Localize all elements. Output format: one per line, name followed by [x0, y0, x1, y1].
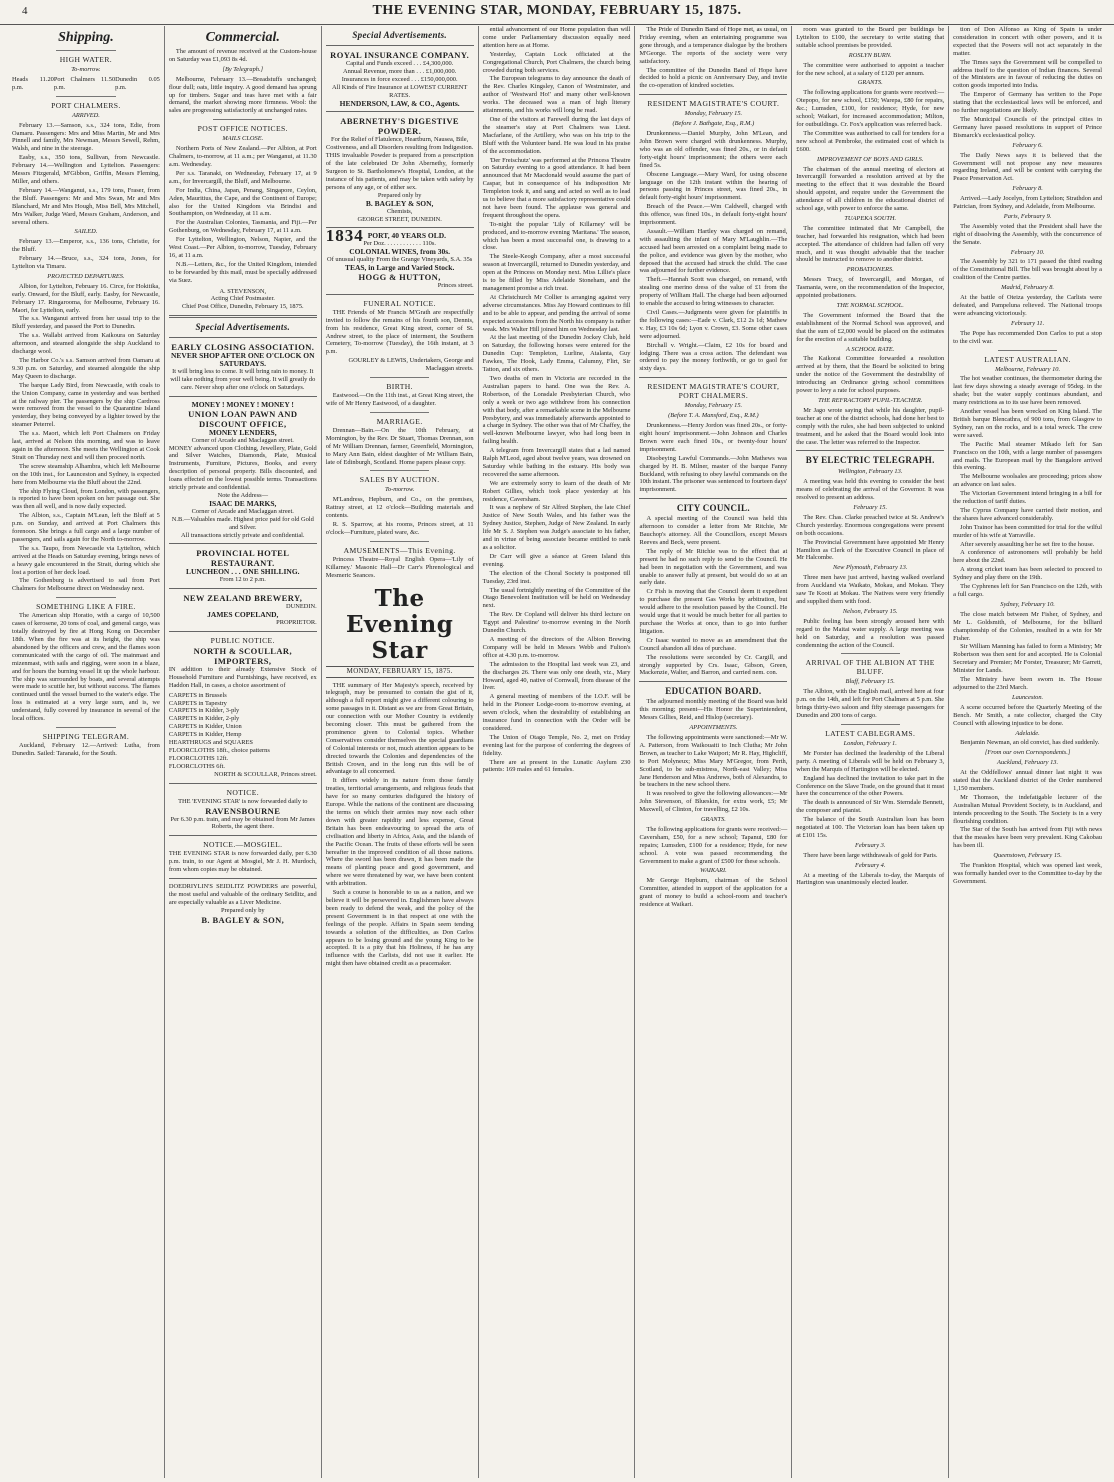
- subsection-heading: WAIKARI.: [700, 867, 727, 875]
- advert-heading: HOGG & HUTTON,: [358, 271, 441, 282]
- list-item: CARPETS in Kidder, Hemp: [168, 731, 242, 739]
- advert-heading: ROYAL INSURANCE COMPANY.: [330, 50, 470, 60]
- article-paragraph: Drunkenness.—Daniel Murphy, John M'Lean, and John Brown were charged with drunkenness. Murphy, who was an old offender, was fined 20s., or in default forty-eight hours' imprisonment; the others were each fined 5s.: [639, 130, 788, 169]
- tide-table: [12, 76, 160, 92]
- article-paragraph: THE summary of Her Majesty's speech, received by telegraph, may be presumed to contain the gist of it, although a full report might give a different colouring to some passages in it. Distant as we are from Great Britain, our connection with our Mother Country is evidently becoming closer. This must be gathered from the prominence given to Colonial topics. Whether Conservatives consider themselves the special guardians of Colonial interests or not, much attention appears to be directed towards the Colonies and dependencies of the British Crown, and in the long run this will be of advantage to all concerned.: [325, 681, 474, 776]
- article-paragraph: The Times says the Government will be compelled to address itself to the question of Indian finances. Several of the Ministers are in favour of reducing the duties on cotton goods imported into India.: [953, 58, 1103, 90]
- advert-seidlitz: [169, 883, 317, 925]
- list-item: CARPETS in Brussels: [168, 691, 227, 699]
- article-paragraph: John Trainor has been committed for trial for the wilful murder of his wife at Yarraville.: [953, 523, 1103, 539]
- article-headline: FUNERAL NOTICE.: [363, 298, 436, 308]
- article-headline: RESIDENT MAGISTRATE'S COURT, PORT CHALMERS.: [647, 382, 780, 401]
- article-paragraph: Drennan—Bain.—On the 10th February, at Mornington, by the Rev. Dr Stuart, Thomas Drennan, son of Mr William Drennan, farmer, Greenfield, Mornington, to Mary Ann Bain, eldest daughter of Mr William Bain, late of Edinburgh, Scotland. Home papers please copy.: [325, 426, 474, 466]
- article-dateline: February 11.: [1010, 319, 1045, 327]
- advert-text: Corner of Arcade and Maclaggan street.: [191, 436, 294, 444]
- advert-text: Corner of Arcade and Maclaggan street.: [191, 507, 294, 515]
- article-paragraph: Mr George Hepburn, chairman of the School Committee, attended in support of the application for a grant of money to build a school-room and teacher's residence at Waikari.: [639, 877, 788, 909]
- article-paragraph: Cr Isaac wanted to move as an amendment that the Council abandon all idea of purchase.: [639, 636, 788, 652]
- advert-text: COLONIAL WINES, from 30s.: [349, 247, 451, 257]
- article-headline: LATEST AUSTRALIAN.: [984, 354, 1071, 364]
- column-latest-australian: [949, 26, 1106, 1478]
- article-paragraph: Albion, for Lyttelton, February 16. Circe, for Hokitika, early. Onward, for the Bluff, early. Easby, for Newcastle, February 17. Ringarooma, for Melbourne, February 16. Maori, for Lyttelton, early.: [12, 282, 160, 314]
- article-paragraph: Assault.—William Hartley was charged on remand, with assaulting the infant of Mary M'Laughlin.—The accused had been arrested on a complaint being made to the police, and evidence was given by the mother, who deposed that the accused had struck the child. The case was adjourned for further evidence.: [639, 227, 788, 275]
- article-dateline: Paris, February 9.: [1003, 212, 1052, 220]
- advert-text: Annual Revenue, more than . . . £1,000,000.: [343, 67, 457, 75]
- subsection-heading: GRANTS.: [700, 816, 726, 824]
- article-paragraph: Theft.—Hannah Scott was charged, on remand, with stealing one merino dress of the value of £1 from the property of William Hall. The charge had been adjourned to enable the accused to bring witnesses to character.: [639, 276, 788, 308]
- article-paragraph: GOURLEY & LEWIS, Undertakers, George and Maclaggan streets.: [348, 357, 474, 373]
- tide-subtitle: To-morrow.: [71, 66, 101, 73]
- advert-text: DOEDRIYLIN'S SEIDLITZ POWDERS are powerful, the most useful and valuable of the ordinary Seidlitz, and are especially valuable as a Liver Medicine.: [168, 883, 317, 906]
- article-paragraph: Obscene Language.—Mary Ward, for using obscene language on the 12th instant within the hearing of persons passing in Princes street, was fined 20s., in default forty-eight hours' imprisonment.: [639, 170, 788, 202]
- list-item: CARPETS in Tapestry: [168, 699, 227, 707]
- article-paragraph: Birchall v. Wright.—Claim, £2 10s for board and lodging. There was a cross action. The defendant was ordered to pay the money forthwith, or go to gaol for sixty days.: [639, 341, 788, 373]
- advert-text: Chemists,: [386, 207, 413, 215]
- column-telegraph: [792, 26, 949, 1478]
- advert-evening-star-mosgiel: [169, 840, 317, 874]
- subsection-heading: ROSLYN BURN.: [848, 51, 892, 59]
- article-dateline: Launceston.: [1012, 693, 1044, 701]
- article-paragraph: A scene occurred before the Quarterly Meeting of the Bench. Mr Smith, a rate collector, charged the City Council with allowing injustice to be done.: [953, 703, 1103, 727]
- advert-heading: MONEY ! MONEY ! MONEY !: [191, 399, 294, 409]
- advert-text: Prepared only by: [377, 191, 422, 199]
- article-paragraph: Another vessel has been wrecked on King Island. The British barque Blencathra, of 900 tons, from Glasgow to Sydney, ran on the rocks, and is a total wreck. The crew were saved.: [953, 408, 1103, 439]
- notice-date: Chief Post Office, Dunedin, February 15, 1875.: [181, 303, 304, 311]
- editorial-banner: The Evening Star: [346, 584, 454, 664]
- advert-text: All Kinds of Fire Insurance at LOWEST CURRENT RATES.: [331, 83, 468, 99]
- column-commercial: [165, 26, 322, 1478]
- article-paragraph: The Ministry have been sworn in. The House adjourned to the 23rd March.: [953, 676, 1103, 691]
- article-dateline: February 4.: [854, 861, 886, 869]
- subsection-heading: IMPROVEMENT OF BOYS AND GIRLS.: [817, 155, 924, 163]
- article-paragraph: For the Australian Colonies, Tasmania, and Fiji.—Per Gothenburg, on Wednesday, February 17, at 11 a.m.: [168, 219, 317, 235]
- article-paragraph: Dr Carr will give a séance at Green Island this evening.: [482, 552, 631, 568]
- article-paragraph: The committee intimated that Mr Campbell, the teacher, had forwarded his resignation, which had been accepted. The attendance of children had fallen off very much, and it was thought advisable that the teacher should be instructed to remove to another district.: [796, 224, 945, 264]
- article-paragraph: The Municipal Councils of the principal cities in Germany have passed resolutions in support of Prince Bismarck's ecclesiastical policy.: [953, 115, 1103, 139]
- advert-heading: UNION LOAN PAWN AND DISCOUNT OFFICE,: [188, 408, 298, 429]
- advert-early-closing: [169, 342, 317, 392]
- article-paragraph: One of the visitors at Farewell during the last days of the steamer's stay at Port Chalmers was Lieut. Macfarlane, of the Artillery, who was on his trip to the Bluff with the Volunteer band. He was loud in his praise of the accommodation.: [482, 115, 631, 155]
- subsection-heading: TUAPEKA SOUTH.: [844, 214, 897, 222]
- article-dateline: February 3.: [854, 841, 886, 849]
- article-headline: CITY COUNCIL.: [676, 503, 750, 514]
- article-paragraph: The following applications for grants were received:—Caversham, £50, for a new school; Tapanui, £80 for repairs; Lumsden, £100 for a residence; Hyde, for new school. A vote was passed recommending the Government to make a grant of £500 for these schools.: [639, 825, 788, 865]
- article-paragraph: At Christchurch Mr Collier is arranging against very adverse circumstances. Miss Jay Howard continues to fill and to be able to appear, and pending the arrival of some expected accessions from the North his company is rather weak. Mrs Walter Hill joined him on Wednesday last.: [482, 293, 631, 333]
- article-dateline: Bluff, February 15.: [845, 678, 895, 686]
- article-paragraph: Cr Fish is moving that the Council deem it expedient to purchase the present Gas Works by arbitration, but would adhere to the resolution passed by the Council. He would urge that it would be much better for all parties to purchase the Works at once, than to go into further litigation.: [639, 588, 788, 635]
- article-paragraph: Princess Theatre—Royal English Opera—'Lily of Killarney.' Masonic Hall—Dr Carr's Phrenological and Mesmeric Seances.: [325, 555, 474, 579]
- article-paragraph: It was a nephew of Sir Alfred Stephen, the late Chief Justice of New South Wales, and his father was the Sydney Justice, Stephen, Judge of New Zealand. In early life Mr S. J. Stephen was Judge's associate to his father, and in virtue of being associate became entitled to rank as a solicitor.: [482, 504, 631, 551]
- article-paragraph: For India, China, Japan, Penang, Singapore, Ceylon, Aden, Mauritius, the Cape, and the Continent of Europe; also for the United Kingdom via Brindisi and Southampton, on Wednesday, at 11 a.m.: [168, 186, 317, 218]
- advert-text: JAMES COPELAND,: [207, 610, 279, 620]
- article-paragraph: The usual fortnightly meeting of the Committee of the Otago Benevolent Institution will be held on Wednesday next.: [482, 586, 631, 610]
- article-paragraph: Disobeying Lawful Commands.—John Mathews was charged by H. B. Milner, master of the barque Fanny Buckland, with refusing to obey lawful commands on the 10th instant. The prisoner was sentenced to fourteen days' imprisonment.: [639, 454, 788, 494]
- article-paragraph: The screw steamship Alhambra, which left Melbourne on the 10th inst., for Launceston and Sydney, is expected here from Melbourne via the Bluff about the 22nd.: [12, 462, 160, 486]
- article-dateline: Queenstown, February 15.: [993, 852, 1062, 860]
- article-dateline: Auckland, February 13.: [997, 759, 1059, 767]
- tide-port: Port Chalmers 11.50 p.m.: [53, 75, 116, 91]
- article-paragraph: Mr Jago wrote saying that while his daughter, pupil-teacher at one of the district schools, had done her best to comply with the rules, she had been subjected to unkind treatment, and he asked that the Board would look into the case. The letter was referred to the Inspector.: [796, 406, 945, 446]
- article-paragraph: M'Landress, Hepburn, and Co., on the premises, Rattray street, at 12 o'clock—Building materials and contents.: [325, 496, 474, 520]
- article-paragraph: The Victorian Government intend bringing in a bill for the reduction of tariff duties.: [953, 490, 1103, 506]
- article-dateline: Adelaide.: [1015, 729, 1040, 737]
- article-paragraph: ential advancement of our Home population than will come under Parliamentary discussion equally need attention here as at Home.: [482, 26, 631, 49]
- article-paragraph: A strong cricket team has been selected to proceed to Sydney and play there on the 19th.: [953, 566, 1103, 582]
- subsection-heading: PROJECTED DEPARTURES.: [47, 272, 125, 280]
- advert-text: Note the Address—: [217, 491, 268, 499]
- editorial-date: MONDAY, FEBRUARY 15, 1875.: [326, 666, 474, 678]
- article-paragraph: At the battle of Oteiza yesterday, the Carlists were defeated, and Pampeluna relieved. The National troops were advancing victoriously.: [953, 294, 1103, 317]
- article-paragraph: 'Der Freischutz' was performed at the Princess Theatre on Saturday evening to a good attendance. It had been announced that Mr Macdonald would assume the part of Caspar, but in consequence of his indisposition Mr Templeton took it, and sang and acted so well as to lead us to believe that a more satisfactory representative could not have been found. The applause was general and frequent throughout the opera.: [482, 156, 631, 219]
- advert-text: NORTH & SCOULLAR, Princes street.: [214, 770, 317, 778]
- advert-text: Per 6.30 p.m. train, and may be obtained from Mr James Roberts, the agent there.: [170, 815, 316, 831]
- correspondents-note: [From our own Correspondents.]: [984, 749, 1071, 757]
- article-paragraph: The Union of Otago Temple, No. 2, met on Friday evening last for the purpose of conferring the degrees of fidelity.: [482, 733, 631, 757]
- article-paragraph: Arrived.—Lady Jocelyn, from Lyttelton; Strathdon and Patrician, from Sydney, and Adelaide, from Melbourne.: [953, 195, 1103, 211]
- list-item: FLOORCLOTHS 6ft.: [168, 762, 225, 770]
- page-number: 4: [22, 5, 28, 17]
- advert-text: B. BAGLEY & SON,: [365, 198, 434, 208]
- advert-union-loan: [169, 401, 317, 540]
- advert-text: For the Relief of Flatulence, Heartburn, Nausea, Bile, Costiveness, and all Disorders resulting from Indigestion.: [325, 136, 474, 152]
- advert-text: N.B.—Valuables made. Highest price paid for old Gold and Silver.: [171, 515, 314, 531]
- article-paragraph: February 13.—Samson, s.s., 324 tons, Edie, from Oamaru. Passengers: Mrs and Miss Martin, Mr and Mrs Pinnell and family, Mrs Newman, Messrs Sewell, Rehm, Walsh, and nine in the steerage.: [12, 121, 160, 153]
- advert-text: Insurances in force exceed . . . £150,000,000.: [341, 75, 458, 83]
- article-paragraph: The Gothenburg is advertised to sail from Port Chalmers for Melbourne direct on Wednesday next.: [12, 577, 160, 593]
- advert-evening-star-ravensbourne: [169, 788, 317, 832]
- subsection-heading: PROBATIONERS.: [846, 266, 894, 274]
- article-paragraph: The s.s. Wallabi arrived from Kaikoura on Saturday afternoon, and steamed alongside the ship Auckland to discharge wool.: [12, 332, 160, 356]
- article-paragraph: Benjamin Newman, an old convict, has died suddenly.: [960, 739, 1100, 747]
- article-paragraph: The American ship Horatio, with a cargo of 10,500 cases of kerosene, 20 tons of coal, and general cargo, was totally destroyed by fire at Hong Kong on December 18th. When the fire was at its height, the ship was abandoned by the officers and crew, and the flames soon communicated with the cargo of oil. The mainmast and mizenmast, with sails and rigging, were soon in a blaze, and for hours the burning vessel lit up the whole harbour. The ship was surrounded by boats, and several attempts were made to scuttle her, but without success. The flames continued until the vessel burned to the water's edge. The loss is estimated at a very large sum, and is, we understand, fully covered by insurance in several of the local offices.: [12, 612, 160, 723]
- article-paragraph: Civil Cases.—Judgments were given for plaintiffs in the following cases:—Eade v. Clark, £12 2s 1d; Mathew v. Hay, £3 10s 6d; Lyon v. Crown, £3. Some other cases were adjourned.: [639, 309, 788, 340]
- article-paragraph: Melbourne, February 13.—Breadstuffs unchanged; flour dull; oats, little inquiry. A good demand has sprung up for timbers. Sugar and teas have met with a fair demand, the market showing more firmness. Wool: the sales are progressing satisfactorily at unchanged rates.: [168, 75, 317, 115]
- advert-text: GEORGE STREET, DUNEDIN.: [357, 215, 442, 223]
- advert-text: MONEY LENDERS,: [208, 427, 277, 437]
- advert-text: DUNEDIN.: [286, 603, 317, 611]
- advert-heading: B. BAGLEY & SON,: [201, 914, 285, 925]
- signature: A. STEVENSON,: [219, 287, 267, 295]
- article-paragraph: Sir William Manning has failed to form a Ministry; Mr Robertson was then sent for and accepted. He is Colonial Secretary and Premier; Mr Forster, Treasurer; Mr Garrett, Minister for Lands.: [953, 643, 1103, 675]
- article-paragraph: The admission to the Hospital last week was 23, and the discharges 26. There was only one death, viz., Mary Howard, aged 40, native of Cornwall, from disease of the liver.: [482, 660, 631, 692]
- advert-heading: EARLY CLOSING ASSOCIATION.: [171, 342, 315, 353]
- article-paragraph: For Lyttelton, Wellington, Nelson, Napier, and the West Coast.—Per Albion, to-morrow, Tuesday, February 16, at 11 a.m.: [168, 236, 317, 259]
- article-paragraph: It was resolved to give the following allowances:—Mr John Stevenson, of Blueskin, for extra work, £5; Mr Maxwell, of Clinton, for travelling, £2 10s.: [639, 790, 788, 814]
- advert-text: IN addition to their already Extensive Stock of Household Furniture and Furnishings, have received, ex Haddon Hall, in cases, a choice assortment of: [168, 665, 317, 689]
- article-headline: RESIDENT MAGISTRATE'S COURT.: [647, 99, 780, 109]
- article-headline: BIRTH.: [386, 382, 413, 392]
- advert-heading: RAVENSBOURNE: [205, 805, 281, 816]
- article-paragraph: R. S. Sparrow, at his rooms, Princes street, at 11 o'clock—Furniture, plated ware, &c.: [325, 521, 474, 536]
- article-paragraph: Yesterday, Captain Lock officiated at the Congregational Church, Port Chalmers, the church being crowded during both services.: [482, 50, 631, 74]
- advert-hogg-hutton: [325, 226, 474, 289]
- article-byline: (Before T. A. Mansford, Esq., R.M.): [668, 412, 759, 420]
- list-item: FLOORCLOTHS 18ft., choice patterns: [168, 747, 270, 754]
- article-dateline: February 10.: [1010, 248, 1045, 256]
- article-paragraph: February 14.—Wanganui, s.s., 179 tons, Fraser, from the Bluff. Passengers: Mr and Mrs Swan, Mr and Mrs Blanchard, Mr and Mrs Hough, Miss Bell, Mrs Mitchell, Mrs Walker, Judge Ward, Messrs Graham, Anderson, and several others.: [12, 186, 160, 226]
- article-paragraph: A special meeting of the Council was held this afternoon to consider a letter from Mr Ritchie, Mr Bauchop's attorney. All the Councillors, except Messrs Reeves and Beck, were present.: [639, 515, 788, 546]
- article-headline: BY ELECTRIC TELEGRAPH.: [805, 455, 935, 466]
- article-paragraph: The s.s. Wanganui arrived from her usual trip to the Bluff yesterday, and passed the Port to Dunedin.: [12, 315, 160, 331]
- subsection-heading: SAILED.: [74, 228, 98, 236]
- section-title: Special Advertisements.: [352, 30, 447, 40]
- advert-text: THIS invaluable Powder is prepared from a prescription of the late celebrated Dr John Abernethy, formerly Surgeon to St. Bartholomew's Hospital, London, at the instance of his patients, and may be taken with safety by persons of any age, or of either sex.: [325, 152, 474, 191]
- article-headline: SHIPPING TELEGRAM.: [42, 731, 130, 741]
- article-paragraph: The committee were authorised to appoint a teacher for the new school, at a salary of £120 per annum.: [796, 61, 945, 77]
- article-headline: SALES BY AUCTION.: [359, 475, 440, 485]
- article-paragraph: At the Oddfellows' annual dinner last night it was stated that the Auckland district of the Order numbered 1,150 members.: [953, 769, 1103, 792]
- article-paragraph: The Pride of Dunedin Band of Hope met, as usual, on Friday evening, when an entertaining programme was gone through, and a temperance dialogue by the brothers M'George. The reports of the society were very satisfactory.: [639, 26, 788, 65]
- advert-text: Prepared only by: [220, 906, 265, 914]
- article-dateline: February 15.: [853, 504, 888, 512]
- article-paragraph: There have been large withdrawals of gold for Paris.: [803, 851, 938, 859]
- article-paragraph: Messrs Tracy, of Invercargill, and Morgan, of Tasmania, were, on the recommendation of the Inspector, appointed probationers.: [796, 276, 945, 300]
- article-headline: ARRIVAL OF THE ALBION AT THE BLUFF.: [805, 658, 935, 677]
- advert-abernethy: [326, 116, 474, 223]
- advert-text: All transactions strictly private and confidential.: [181, 531, 305, 539]
- advert-text: ISAAC DE MARKS,: [209, 498, 277, 508]
- article-paragraph: A telegram from Invercargill states that a lad named Ralph M'Leod, aged about twelve years, was drowned on Saturday while bathing in the estuary. His body was recovered the same afternoon.: [482, 447, 631, 478]
- subsection-heading: MAILS CLOSE.: [222, 135, 264, 143]
- article-paragraph: The following applications for grants were received:—Otepopo, for new school, £150; Warepa, £80 for repairs, &c.; Lumsden, £100, for residence; Hyde, for new school; Waikari, for increased accommodation; Milton, for outbuildings. Cr. Fox's application was referred back.: [796, 89, 945, 128]
- article-paragraph: The adjourned monthly meeting of the Board was held this morning; present—His Honor the Superintendent, Messrs Gillies, Reid, and Hislop (secretary).: [639, 698, 788, 722]
- tide-heads: Heads 11.20 p.m.: [12, 75, 54, 91]
- article-paragraph: The barque Lady Bird, from Newcastle, with coals to the Union Company, came in yesterday and was berthed at the railway pier. The passengers by the ship Cardross were removed from the vessel to the Quarantine Island yesterday, they being conveyed by a lighter towed by the steamer Peterrel.: [12, 381, 160, 429]
- article-paragraph: The Albion, with the English mail, arrived here at four p.m. on the 14th, and left for Port Chalmers at 5 p.m. She brings thirty-two saloon and fifty steerage passengers for Dunedin and 200 tons of cargo.: [796, 688, 945, 720]
- article-paragraph: Auckland, February 12.—Arrived: Lutha, from Dunedin. Sailed: Taranaki, for the South.: [12, 741, 160, 757]
- article-paragraph: Public feeling has been strongly aroused here with regard to the Maitai water supply. A large meeting was held on Saturday, and a resolution was passed condemning the action of the Council.: [796, 617, 945, 649]
- article-paragraph: The Assembly by 321 to 171 passed the third reading of the Constitutional Bill. The bill was brought about by a coalition of the Centre parties.: [953, 258, 1103, 282]
- article-paragraph: THE Friends of Mr Francis M'Grath are respectfully invited to follow the remains of his fourth son, Dennis, from his residence, Great King street, corner of St. Andrew street, to the place of interment, the Southern Cemetery, To-morrow (Tuesday), the 16th instant, at 3 p.m.: [325, 308, 474, 356]
- article-paragraph: A meeting of the directors of the Albion Brewing Company will be held in Messrs Webb and Fulton's office at 4.30 p.m. to-morrow.: [482, 635, 631, 659]
- column-local-news: [479, 26, 636, 1478]
- advert-text: Princes street.: [437, 281, 474, 289]
- page-columns: [8, 26, 1106, 1478]
- subsection-heading: THE REFRACTORY PUPIL-TEACHER.: [818, 396, 923, 404]
- list-item: FLOORCLOTHS 12ft.: [168, 754, 229, 762]
- advert-text: Capital and Funds exceed . . . £4,300,000.: [345, 60, 454, 67]
- advert-heading: NEW ZEALAND BREWERY,: [183, 593, 303, 604]
- list-item: CARPETS in Kidder, 3-ply: [168, 707, 240, 715]
- article-dateline: Monday, February 15.: [684, 402, 743, 410]
- article-paragraph: Drunkenness.—Henry Jordon was fined 20s., or forty-eight hours' imprisonment.—John Johnson and Charles Brown were each fined 10s., or twenty-four hours' imprisonment.: [639, 422, 788, 453]
- advert-text: HENDERSON, LAW, & CO., Agents.: [339, 98, 460, 108]
- section-title: Shipping.: [58, 30, 114, 45]
- article-paragraph: The Daily News says it is believed that the Government will not propose any new measures regarding Ireland, and will be content with carrying the Peace Preservation Act.: [953, 151, 1103, 183]
- tide-dunedin: Dunedin 0.05 p.m.: [115, 75, 160, 91]
- advert-text: Of unusual quality From the Grange Vineyards, S.A. 35s: [327, 256, 473, 264]
- subsection-heading: A SCHOOL RATE.: [846, 345, 895, 353]
- article-paragraph: The Star of the South has arrived from Fiji with news that the measles have been very prevalent. King Cakobau has been ill.: [953, 826, 1103, 850]
- article-paragraph: Three men have just arrived, having walked overland from Auckland via Waikato, Mokau, and Mokau. They saw Te Kooti at Mokau. The Natives were very friendly and supplied them with food.: [796, 574, 945, 605]
- advert-year: 1834: [325, 226, 364, 246]
- article-dateline: Melbourne, February 10.: [995, 365, 1061, 373]
- article-paragraph: At the last meeting of the Dunedin Jockey Club, held on Saturday, the following horses were entered for the Dunedin Cup: Templeton, Lurline, Atalanta, Guy Fawkes, The Hook, Lady Emma, Calumny, Flirt, Sir Tatton, and six others.: [482, 334, 631, 374]
- article-dateline: London, February 1.: [843, 739, 897, 747]
- article-paragraph: The Frankton Hospital, which was opened last week, was formally handed over to the Committee to-day by the Government.: [953, 862, 1103, 885]
- advert-text: It will bring less to come. It will bring rain to money. It will take nothing from your well being. It will greatly do care. Never shop after one o'clock on Saturdays.: [170, 368, 316, 391]
- article-paragraph: N.B.—Letters, &c., for the United Kingdom, intended to be forwarded by this mail, must be specially addressed via Suez.: [168, 260, 317, 284]
- article-headline: LATEST CABLEGRAMS.: [825, 728, 916, 738]
- subsection-heading: PORT CHALMERS.: [51, 100, 121, 110]
- article-paragraph: tion of Don Alfonso as King of Spain is under consideration in concert with other powers, and it is expected that the Powers will not act separately in the matter.: [953, 26, 1103, 57]
- article-paragraph: After severely assaulting her he set fire to the house.: [960, 540, 1095, 548]
- article-paragraph: Such a course is honorable to us as a nation, and we believe it will be persevered in. Englishmen have always been ready to defend the weak, and the policy of the present Government is in that respect at one with the feelings of the people. Affairs in Spain seem tending towards a solution of the difficulties, as Don Carlos appears to be losing ground and the young King to be accepted. It is a pity that his Holiness, if he has any influence with the Carlists, did not use it earlier. He might then have obtained credit as a peacemaker.: [325, 889, 474, 968]
- article-paragraph: The Provincial Government have appointed Mr Henry Hamilton as Clerk of the Executive Council in place of Mr Halcombe.: [796, 538, 945, 562]
- article-paragraph: room was granted to the Board per buildings be Lyttelton to £100, the secretary to write stating that suitable school premises be provided.: [796, 26, 945, 49]
- product-list: [169, 692, 317, 771]
- article-dateline: February 8.: [1012, 185, 1043, 193]
- article-paragraph: February 13.—Emperor, s.s., 136 tons, Christie, for the Bluff.: [12, 238, 160, 254]
- list-item: CARPETS in Kidder, Union: [168, 723, 242, 731]
- list-item: HEARTHRUGS and SQUARES: [168, 739, 253, 747]
- subsection-heading: To-morrow.: [384, 486, 415, 494]
- article-dateline: Wellington, February 13.: [838, 468, 903, 476]
- section-title: Special Advertisements.: [195, 322, 291, 333]
- article-dateline: Monday, February 15.: [684, 110, 743, 118]
- advert-text: PORT, 40 YEARS OLD.: [367, 231, 447, 241]
- article-byline: (Before J. Bathgate, Esq., R.M.): [672, 120, 755, 128]
- article-paragraph: At a meeting of the Liberals to-day, the Marquis of Hartington was unanimously elected leader.: [796, 871, 945, 887]
- article-paragraph: The election of the Choral Society is postponed till Tuesday, 23rd inst.: [482, 569, 631, 585]
- article-paragraph: A general meeting of members of the I.O.F. will be held in the Pioneer Lodge-room to-morrow evening, at seven o'clock, when the desirability of establishing an insurance fund in connection with the Order will be considered.: [482, 693, 631, 732]
- article-paragraph: A conference of astronomers will probably be held here about the 22nd.: [953, 549, 1103, 565]
- advert-heading: NOTICE.—MOSGIEL.: [203, 840, 283, 850]
- article-paragraph: The Assembly voted that the President shall have the right of dissolving the Assembly, with the concurrence of the Senate.: [953, 222, 1103, 246]
- article-paragraph: Per s.s. Taranaki, on Wednesday, February 17, at 9 a.m., for Invercargill, the Bluff, and Melbourne.: [168, 169, 317, 185]
- article-paragraph: February 14.—Bruce, s.s., 324 tons, Jones, for Lyttelton via Timaru.: [12, 255, 160, 271]
- list-item: CARPETS in Kidder, 2-ply: [168, 715, 240, 723]
- section-title: Commercial.: [205, 30, 280, 45]
- subsection-heading: ARRIVED.: [72, 111, 100, 119]
- telegraph-note: [By Telegraph.]: [222, 65, 264, 73]
- article-paragraph: The Melbourne woolsales are proceeding; prices show an advance on last sales.: [953, 473, 1103, 489]
- article-headline: SOMETHING LIKE A FIRE.: [36, 602, 136, 612]
- article-paragraph: The Emperor of Germany has written to the Pope stating that the ecclesiastical laws will be enforced, and no further negotiations are likely.: [953, 91, 1103, 115]
- article-paragraph: The chairman of the annual meeting of electors at Invercargill forwarded a resolution arrived at by the meeting to the effect that it was desirable the Board should appoint, and require under the Government the attendance of all children in the educational district of school age, with power to enforce the same.: [796, 165, 945, 213]
- article-paragraph: Easby, s.s., 350 tons, Sullivan, from Newcastle. February 14.—Wellington and Lyttelton. Passengers: Messrs Fitzgerald, M'Gibbon, Griffin, Messrs Fleming, Miller, and others.: [12, 154, 160, 185]
- column-shipping: [8, 26, 165, 1478]
- article-paragraph: Two deaths of men in Victoria are recorded in the Australian papers to hand. One was the Rev. A. Robertson, of the Lonsdale Presbyterian Church, who only a week or two ago withdrew from his connection with that body, after a remarkable scene in the Melbourne Presbytery, and was immediately afterwards appointed to a charge in Sydney. The other was that of Mr Chaffey, the well-known Melbourne lawyer, who had long been in failing health.: [482, 374, 631, 446]
- advert-text: THE EVENING STAR is now forwarded daily, per 6.30 p.m. train, to our Agent at Mosgiel, Mr J. H. Murdoch, from whom copies may be obtained.: [168, 850, 317, 874]
- article-paragraph: The s.s. Taupo, from Newcastle via Lyttelton, which arrived at the Heads on Saturday evening, brings news of a heavy gale encountered in the Strait, during which she lost a portion of her deck load.: [12, 544, 160, 576]
- article-paragraph: The Rev. Chas. Clarke preached twice at St. Andrew's Church yesterday. Enormous congregations were present on both occasions.: [796, 513, 945, 537]
- article-paragraph: The Cyprus Company have carried their motion, and the shares have advanced considerably.: [953, 506, 1103, 522]
- signature-title: Acting Chief Postmaster.: [210, 295, 275, 303]
- article-paragraph: The Pope has recommended Don Carlos to put a stop to the civil war.: [953, 329, 1103, 345]
- advert-text: TEAS, in Large and Varied Stock.: [344, 263, 455, 273]
- article-paragraph: The Cyphrenes left for San Francisco on the 12th, with a full cargo.: [953, 583, 1103, 598]
- article-paragraph: The Kaikorai Committee forwarded a resolution arrived at by them, that the Board be solicited to bring under the notice of the Government the desirability of introducing an Ordinance giving school committees power to levy a rate for school purposes.: [796, 355, 945, 395]
- article-paragraph: To-night the popular 'Lily of Killarney' will be produced, and to-morrow evening 'Maritana.' The season, which has been a most successful one, is drawing to a close.: [482, 220, 631, 252]
- article-paragraph: Mr Thomson, the indefatigable lecturer of the Australian Mutual Provident Society, is in Auckland, and intends proceeding to the South. The Society is in a very flourishing condition.: [953, 793, 1103, 825]
- article-paragraph: A meeting was held this evening to consider the best means of celebrating the arrival of the Governor. It was resolved to present an address.: [796, 478, 945, 502]
- advert-heading: NOTICE.: [226, 787, 260, 797]
- article-paragraph: The resolutions were seconded by Cr. Cargill, and strongly supported by Crs. Isaac, Gibson, Green, Mackenzie, Walter, and Barron, and carried nem. con.: [639, 653, 788, 677]
- subsection-heading: APPOINTMENTS.: [689, 724, 738, 732]
- column-adverts-editorial: [322, 26, 479, 1478]
- advert-text: Per Doz. . . . . . . . . . . . 110s.: [363, 240, 436, 248]
- article-paragraph: England has declined the invitation to take part in the Conference on the Slave Trade, on the ground that it must have the concurrence of the other Powers.: [796, 774, 945, 798]
- article-headline: AMUSEMENTS—This Evening.: [343, 545, 456, 555]
- advert-royal-insurance: [326, 50, 474, 107]
- article-paragraph: The Steele-Keogh Company, after a most successful season at Invercargill, returned to Dunedin yesterday, and open at the Princess on Monday next. Miss Lillie's place is to be filled by Miss Adelaide Stoneham, and the management promise a rich treat.: [482, 253, 631, 292]
- advert-text: LUNCHEON . . . ONE SHILLING.: [186, 567, 300, 577]
- article-paragraph: The European telegrams to day announce the death of the Rev. Charles Kingsley, Canon of Westminster, and author of 'Westward Ho!' and many other well-known works. The deceased was a man of high literary attainments, and his works will long be read.: [482, 75, 631, 115]
- article-paragraph: It differs widely in its nature from those family treaties, territorial arrangements, and religious feuds that have for so many centuries disfigured the history of Europe. While the nations of the continent are discussing the terms on which their armies may now each other down with greater rapidity and less expense, Great Britain has been endeavouring to spread the arts of civilisation and liberty in Africa, Asia, and the islands of the Pacific Ocean. The fruits of these efforts will be seen hereafter in the improved condition of all those nations. Where the sword has been drawn, it has been made the means of planting peace and good government, and where we were threatened by war, we have been content with arbitration.: [325, 777, 474, 888]
- article-headline: MARRIAGE.: [376, 416, 423, 426]
- article-paragraph: We are extremely sorry to learn of the death of Mr Robert Gillies, which took place yesterday at his residence, Caversham.: [482, 479, 631, 503]
- article-paragraph: There are at present in the Lunatic Asylum 230 patients: 169 males and 61 females.: [482, 758, 631, 774]
- article-paragraph: The Committee was authorised to call for tenders for a new school at Pembroke, the estimated cost of which is £600.: [796, 129, 945, 153]
- subsection-heading: THE NORMAL SCHOOL.: [836, 302, 904, 309]
- advert-text: THE 'EVENING STAR' is now forwarded daily to: [178, 797, 308, 805]
- article-dateline: Madrid, February 8.: [1001, 284, 1055, 292]
- article-paragraph: The amount of revenue received at the Custom-house on Saturday was £1,093 8s 4d.: [168, 48, 317, 63]
- advert-text: NEVER SHOP AFTER ONE O'CLOCK ON SATURDAYS.: [171, 351, 315, 369]
- article-paragraph: Mr Forster has declined the leadership of the Liberal party. A meeting of Liberals will be held on February 3, when the Marquis of Hartington will be elected.: [796, 749, 945, 773]
- article-paragraph: The Rev. Dr Copland will deliver his third lecture on 'Egypt and Palestine' to-morrow evening in the North Dunedin Church.: [482, 611, 631, 635]
- subsection-heading: GRANTS.: [857, 79, 883, 87]
- advert-north-scoullar: [169, 636, 317, 779]
- advert-heading: NORTH & SCOULLAR, IMPORTERS,: [193, 645, 292, 666]
- article-paragraph: The Harbor Co.'s s.s. Samson arrived from Oamaru at 9.30 p.m. on Saturday, and steamed alongside the ship May Queen to discharge.: [12, 357, 160, 380]
- article-dateline: Nelson, February 15.: [842, 607, 898, 615]
- advert-text: MONEY advanced upon Clothing, Jewellery, Plate, Gold and Silver Watches, Diamonds, Plate, Musical Instruments, Furniture, Pictures, Books, and every description of personal property. Bills discounted, and loans effected on the lowest possible terms. Transactions strictly private and confidential.: [168, 444, 317, 492]
- article-paragraph: The s.s. Maori, which left Port Chalmers on Friday last, arrived at Nelson this morning, and was to leave again in the afternoon. She meets the Wellington at Cook Strait on Thursday next and will then proceed north.: [12, 430, 160, 461]
- subsection-heading: HIGH WATER.: [59, 55, 113, 64]
- article-headline: POST OFFICE NOTICES.: [197, 124, 288, 134]
- advert-nz-brewery: [169, 593, 317, 627]
- newspaper-masthead-title: THE EVENING STAR, MONDAY, FEBRUARY 15, 1875.: [372, 3, 742, 18]
- article-paragraph: The reply of Mr Ritchie was to the effect that at present he had no such reply to send to the Council. He had been in negotiation with the Government, and was unable to answer fully at present, but would do so at an early date.: [639, 547, 788, 587]
- column-courts: [635, 26, 792, 1478]
- article-paragraph: The hot weather continues, the thermometer during the last few days showing a steady average of 95deg. in the shade; but the water supply continues abundant, and many restrictions as to its use have been removed.: [953, 375, 1103, 407]
- article-paragraph: Eastwood.—On the 11th inst., at Great King street, the wife of Mr Henry Eastwood, of a daughter.: [325, 392, 474, 407]
- article-paragraph: Northern Ports of New Zealand.—Per Albion, at Port Chalmers, to-morrow, at 11 a.m.; per Wanganui, at 11.30 a.m. Wednesday.: [168, 145, 317, 168]
- article-paragraph: The Albion, s.s., Captain M'Lean, left the Bluff at 5 p.m. on Sunday, and arrived at Port Chalmers this forenoon. She brings a full cargo and a large number of passengers, and sails again for the North to-morrow.: [12, 512, 160, 543]
- article-paragraph: The balance of the South Australian loan has been negotiated at 100. The Victorian loan has been taken up at £101 15s.: [796, 816, 945, 839]
- advert-text: PROPRIETOR.: [276, 619, 317, 627]
- masthead: [0, 0, 1114, 25]
- article-paragraph: The committee of the Dunedin Band of Hope have decided to hold a picnic on Anniversary Day, and invite the co-operation of kindred societies.: [639, 66, 788, 90]
- article-paragraph: The close match between Mr Fisher, of Sydney, and Mr L. Goldsmith, of Melbourne, for the billiard championship of the Colonies, resulted in a win for Mr Fisher.: [953, 610, 1103, 642]
- article-headline: EDUCATION BOARD.: [665, 686, 762, 697]
- advert-heading: PROVINCIAL HOTEL RESTAURANT.: [196, 548, 290, 569]
- article-paragraph: The following appointments were sanctioned:—Mr W. A. Patterson, from Waikouaiti to Inch Clutha; Mr John Brown, as teacher to Lake Waipori; Mr R. Hay, Highcliff, to Port Molyneux; Miss Mary M'Gregor, from Perth, Scotland, to be sub-mistress, North-east Valley; Miss Jane Henderson and Miss Andrews, both of Alexandra, to be teachers in the new school there.: [639, 733, 788, 789]
- advert-heading: ABERNETHY'S DIGESTIVE POWDER.: [340, 116, 459, 137]
- article-paragraph: The death is announced of Sir Wm. Sterndale Bennett, the composer and pianist.: [796, 799, 945, 815]
- article-paragraph: The ship Flying Cloud, from London, with passengers, is reported to have been spoken on her passage out. She was then all well, and is now daily expected.: [12, 487, 160, 511]
- article-dateline: February 6.: [1012, 141, 1043, 149]
- advert-provincial-hotel: [169, 548, 317, 584]
- article-dateline: Sydney, February 10.: [1000, 600, 1055, 608]
- article-paragraph: The Pacific Mail steamer Mikado left for San Francisco on the 10th, with a large number of passengers and mails. The European mail by the Bangalore arrived this evening.: [953, 440, 1103, 472]
- advert-heading: PUBLIC NOTICE.: [210, 635, 275, 645]
- article-paragraph: The Government informed the Board that the establishment of the Normal School was approved, and that the sum of £2,000 would be placed on the estimates for the erection of a suitable building.: [796, 311, 945, 343]
- advert-text: From 12 to 2 p.m.: [219, 576, 266, 584]
- article-paragraph: Breach of the Peace.—Wm Caldwell, charged with this offence, was fined 10s., in default forty-eight hours' imprisonment.: [639, 203, 788, 227]
- article-dateline: New Plymouth, February 13.: [833, 564, 908, 572]
